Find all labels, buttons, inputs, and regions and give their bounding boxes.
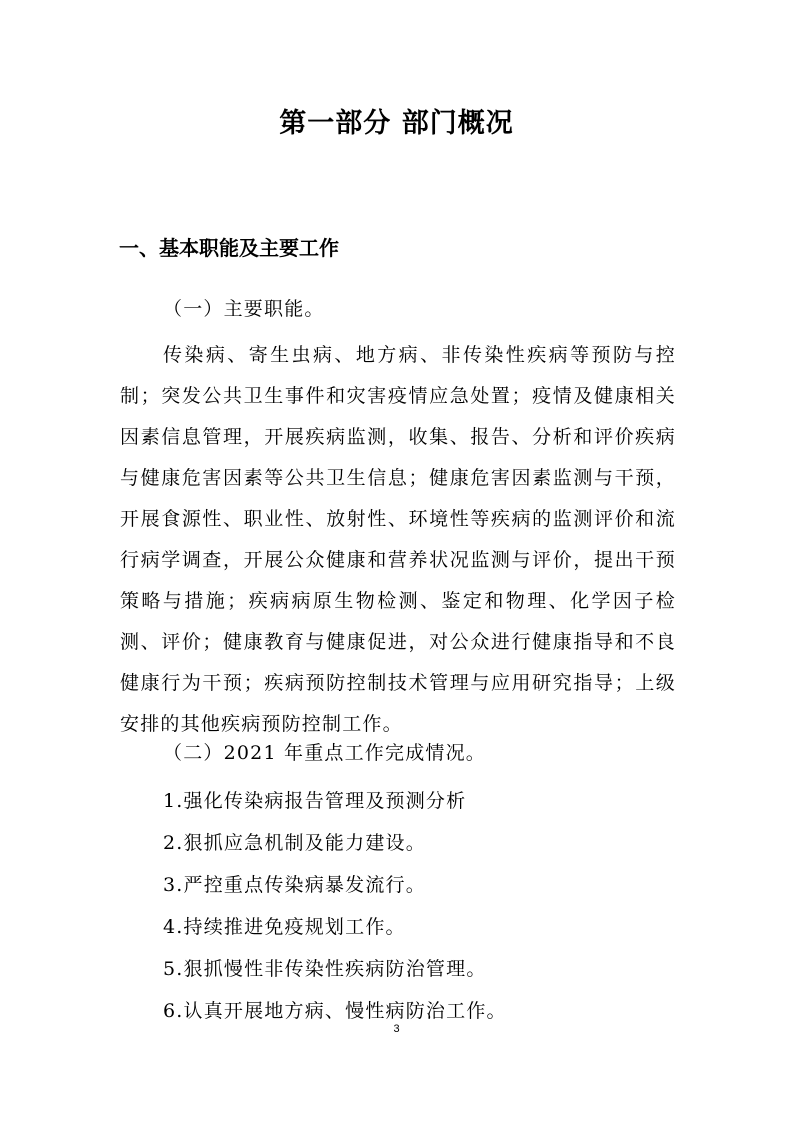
list-item: 1.强化传染病报告管理及预测分析 [163,790,467,812]
page-title: 第一部分 部门概况 [279,108,514,139]
main-functions-paragraph: 传染病、寄生虫病、地方病、非传染性疾病等预防与控制；突发公共卫生事件和灾害疫情应急处置；疫情及健康相关因素信息管理，开展疾病监测，收集、报告、分析和评价疾病与健康危害因素等公共卫生信息；健康危害因素监测与干预，开展食源性、职业性、放射性、环境性等疾病的监测评价和流行病学调查，开展公众健康和营养状况监测与评价，提出干预策略与措施；疾病病原生物检测、鉴定和物理、化学因子检测、评价；健康教育与健康促进，对公众进行健康指导和不良健康行为干预；疾病预防控制技术管理与应用研究指导；上级安排的其他疾病预防控制工作。 [120,344,676,735]
section-heading: 一、基本职能及主要工作 [119,236,339,260]
list-item: 3.严控重点传染病暴发流行。 [163,874,426,896]
subsection-heading-key-work: （二）2021 年重点工作完成情况。 [163,742,486,764]
list-item: 4.持续推进免疫规划工作。 [163,916,406,938]
list-item: 5.狠抓慢性非传染性疾病防治管理。 [163,958,487,980]
list-item: 6.认真开展地方病、慢性病防治工作。 [163,1000,507,1022]
subsection-heading-main-functions: （一）主要职能。 [163,298,325,320]
list-item: 2.狠抓应急机制及能力建设。 [163,832,426,854]
page-number: 3 [393,1023,400,1035]
key-work-list [163,780,507,1032]
